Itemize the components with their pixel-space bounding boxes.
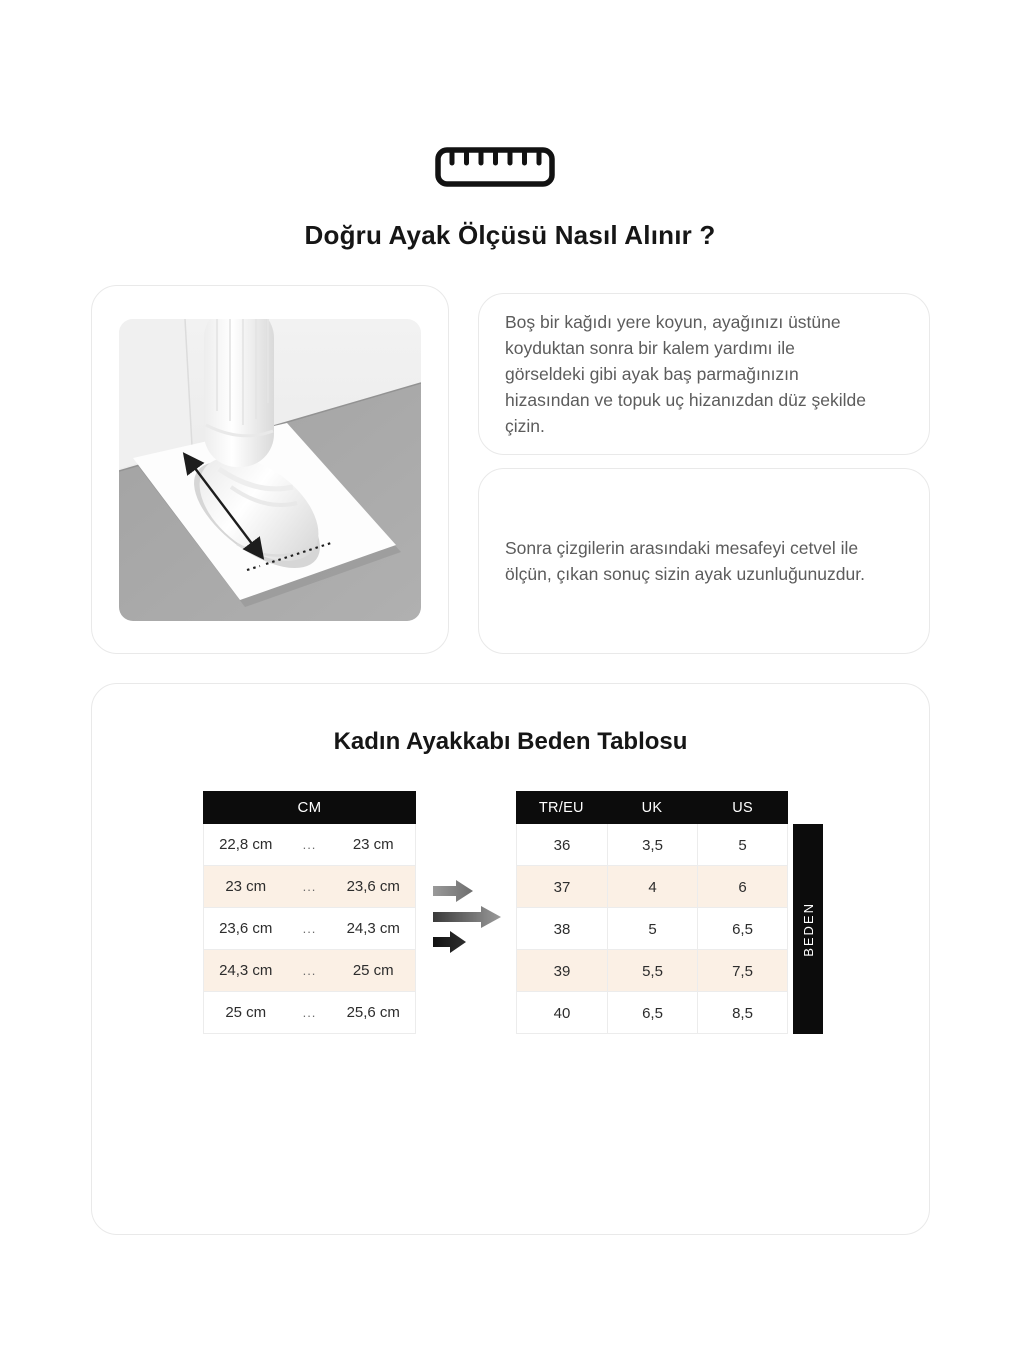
cm-to: 23 cm: [352, 836, 394, 853]
cm-from: 23,6 cm: [219, 920, 273, 937]
cm-table-header: CM: [203, 791, 416, 824]
cm-from: 24,3 cm: [219, 962, 273, 979]
size-uk: 4: [607, 866, 697, 908]
cm-table-row: [204, 824, 415, 866]
size-us: 5: [697, 824, 787, 866]
cm-sep: ...: [302, 963, 317, 978]
foot-on-paper-photo: [119, 319, 421, 621]
ruler-icon: [435, 147, 555, 187]
size-uk: 3,5: [607, 824, 697, 866]
cm-sep: ...: [302, 879, 317, 894]
conversion-table-header: [516, 791, 788, 824]
size-us: 6,5: [697, 908, 787, 950]
size-tr-eu: 38: [553, 920, 571, 938]
instruction-step1-text: Boş bir kağıdı yere koyun, ayağınızı üstüne koyduktan sonra bir kalem yardımı ile görseldeki gibi ayak baş parmağınızın hizasından ve topuk uç hizanızdan düz şekilde çizin.: [505, 312, 866, 436]
cm-to: 25,6 cm: [346, 1004, 400, 1021]
cm-table: [203, 791, 416, 1034]
size-us: 7,5: [697, 950, 787, 992]
size-us: 6: [697, 866, 787, 908]
conversion-arrows-icon: [433, 878, 503, 954]
size-uk: 6,5: [607, 992, 697, 1034]
instruction-step1-card: [478, 293, 930, 455]
cm-sep: ...: [302, 837, 317, 852]
cm-sep: ...: [302, 1005, 317, 1020]
conversion-table: [516, 791, 788, 1034]
conversion-table-row: [517, 824, 787, 866]
instruction-step2-card: [478, 468, 930, 654]
cm-from: 22,8 cm: [219, 836, 273, 853]
cm-table-row: [204, 866, 415, 908]
size-uk: 5: [607, 908, 697, 950]
conversion-table-row: [517, 908, 787, 950]
size-uk: 5,5: [607, 950, 697, 992]
beden-label-text: BEDEN: [800, 901, 816, 957]
col-header-uk: UK: [641, 799, 663, 816]
beden-side-label: [793, 824, 823, 1034]
conversion-table-row: [517, 866, 787, 908]
cm-table-row: [204, 992, 415, 1034]
cm-table-row: [204, 950, 415, 992]
cm-sep: ...: [302, 921, 317, 936]
size-us: 8,5: [697, 992, 787, 1034]
foot-measure-photo-card: [91, 285, 449, 654]
cm-table-row: [204, 908, 415, 950]
cm-from: 23 cm: [225, 878, 267, 895]
col-header-us: US: [732, 799, 754, 816]
size-chart-title: Kadın Ayakkabı Beden Tablosu: [333, 728, 688, 755]
cm-to: 24,3 cm: [346, 920, 400, 937]
cm-from: 25 cm: [225, 1004, 267, 1021]
size-tr-eu: 39: [553, 962, 571, 980]
page-title: Doğru Ayak Ölçüsü Nasıl Alınır ?: [304, 220, 716, 250]
cm-to: 23,6 cm: [346, 878, 400, 895]
conversion-table-row: [517, 992, 787, 1034]
col-header-tr-eu: TR/EU: [538, 799, 584, 816]
size-chart-card: [91, 683, 930, 1235]
instruction-step2-text: Sonra çizgilerin arasındaki mesafeyi cetvel ile ölçün, çıkan sonuç sizin ayak uzunluğunuzdur.: [505, 538, 865, 584]
conversion-table-row: [517, 950, 787, 992]
cm-to: 25 cm: [352, 962, 394, 979]
size-tr-eu: 36: [553, 836, 571, 854]
size-tr-eu: 37: [553, 878, 571, 896]
size-tr-eu: 40: [553, 1004, 571, 1022]
